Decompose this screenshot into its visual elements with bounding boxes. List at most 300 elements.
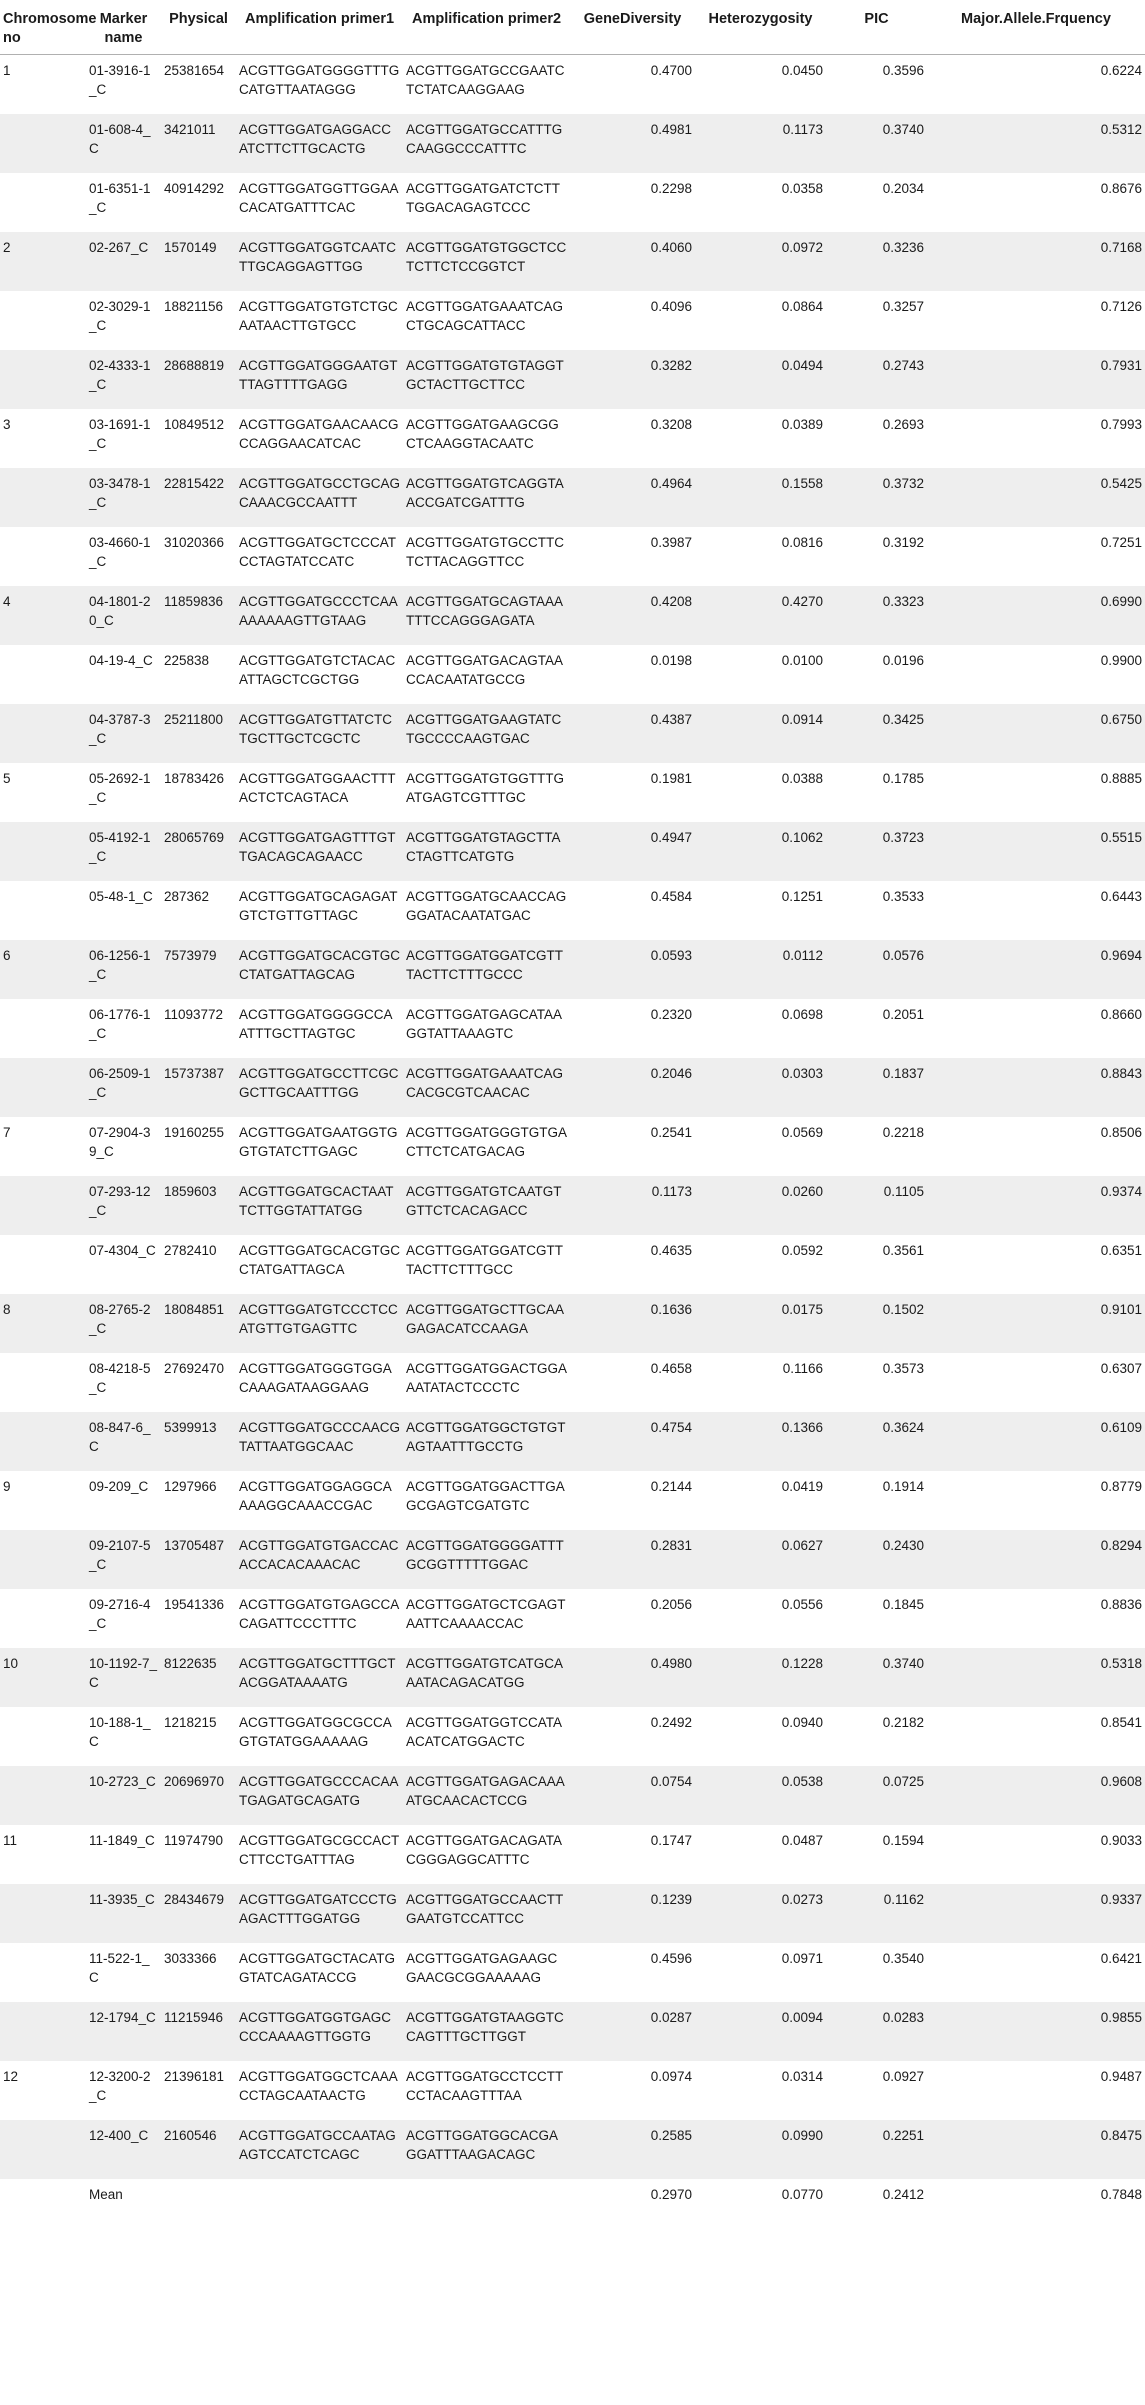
gene-diversity-cell: 0.0287: [570, 2002, 695, 2061]
summary-cell-chromosome: [0, 2179, 86, 2207]
pic-cell: 0.3425: [826, 704, 927, 763]
chromosome-cell: 2: [0, 232, 86, 291]
chromosome-cell: 1: [3, 63, 11, 78]
gene-diversity-cell: 0.3282: [570, 350, 695, 409]
physical-position-cell: 21396181: [164, 2068, 225, 2084]
marker-name-cell: 04-19-4_C: [89, 652, 153, 668]
table-row: [0, 1176, 1145, 1235]
pic-cell: 0.1162: [826, 1884, 927, 1943]
primer2-cell: ACGTTGGATGAAATCAGCTGCAGCATTACC: [406, 298, 564, 333]
gene-diversity-cell: 0.4060: [570, 232, 695, 291]
pic-cell: 0.3236: [826, 232, 927, 291]
chromosome-cell: [0, 468, 86, 527]
heterozygosity-cell: 0.0112: [695, 940, 826, 999]
table-row: [0, 645, 1145, 704]
physical-position-cell: 15737387: [161, 1058, 236, 1117]
table-row: [0, 2120, 1145, 2179]
heterozygosity-cell: 0.0494: [695, 350, 826, 409]
header-primer1: Amplification primer1: [236, 0, 403, 55]
pic-cell: 0.0725: [826, 1766, 927, 1825]
marker-name-cell: 05-2692-1_C: [89, 770, 151, 805]
table-row: [0, 1884, 1145, 1943]
physical-position-cell: 1570149: [161, 232, 236, 291]
primer2-cell: ACGTTGGATGGACTTGAGCGAGTCGATGTC: [406, 1478, 565, 1513]
primer2-cell: ACGTTGGATGGATCGTTTACTTCTTTGCCC: [403, 940, 570, 999]
primer2-cell: ACGTTGGATGTGCCTTCTCTTACAGGTTCC: [406, 534, 564, 569]
physical-position-cell: 11215946: [161, 2002, 236, 2061]
marker-name-cell: 09-209_C: [89, 1478, 149, 1494]
heterozygosity-cell: 0.0816: [781, 534, 823, 550]
major-allele-frequency-cell: 0.8294: [927, 1530, 1145, 1589]
primer2-cell: ACGTTGGATGTCAGGTAACCGATCGATTTG: [403, 468, 570, 527]
pic-cell: 0.2051: [882, 1006, 924, 1022]
header-major-allele-frequency: Major.Allele.Frquency: [927, 0, 1145, 55]
table-row: [0, 350, 1145, 409]
primer2-cell: ACGTTGGATGTCATGCAAATACAGACATGG: [403, 1648, 570, 1707]
heterozygosity-cell: 0.0273: [695, 1884, 826, 1943]
physical-position-cell: 28434679: [161, 1884, 236, 1943]
marker-name-cell: 05-4192-1_C: [86, 822, 161, 881]
summary-gene-diversity: 0.2970: [650, 2186, 692, 2202]
chromosome-cell: 4: [0, 586, 86, 645]
primer1-cell: ACGTTGGATGAGGACCATCTTCTTGCACTG: [236, 114, 403, 173]
pic-cell: 0.1105: [826, 1176, 927, 1235]
physical-position-cell: 27692470: [164, 1360, 225, 1376]
heterozygosity-cell: 0.0487: [781, 1832, 823, 1848]
pic-cell: 0.1914: [882, 1478, 924, 1494]
physical-position-cell: 19541336: [164, 1596, 225, 1612]
major-allele-frequency-cell: 0.5318: [927, 1648, 1145, 1707]
table-row: [0, 1058, 1145, 1117]
primer1-cell: ACGTTGGATGGGTGGACAAAGATAAGGAAG: [239, 1360, 392, 1395]
primer2-cell: ACGTTGGATGGTCCATAACATCATGGACTC: [406, 1714, 562, 1749]
physical-position-cell: 5399913: [161, 1412, 236, 1471]
header-pic: PIC: [826, 0, 927, 55]
major-allele-frequency-cell: 0.6421: [1100, 1950, 1142, 1966]
primer1-cell: ACGTTGGATGCCCTCAAAAAAAAGTTGTAAG: [236, 586, 403, 645]
primer2-cell: ACGTTGGATGTGGTTTGATGAGTCGTTTGC: [406, 770, 564, 805]
physical-position-cell: 1859603: [161, 1176, 236, 1235]
marker-name-cell: 03-3478-1_C: [86, 468, 161, 527]
marker-name-cell: 03-4660-1_C: [89, 534, 151, 569]
physical-position-cell: 31020366: [164, 534, 225, 550]
marker-name-cell: 08-847-6_C: [86, 1412, 161, 1471]
physical-position-cell: 13705487: [161, 1530, 236, 1589]
major-allele-frequency-cell: 0.9855: [927, 2002, 1145, 2061]
pic-cell: 0.2251: [826, 2120, 927, 2179]
primer2-cell: ACGTTGGATGAGACAAAATGCAACACTCCG: [403, 1766, 570, 1825]
physical-position-cell: 25381654: [164, 63, 225, 78]
marker-name-cell: 06-1256-1_C: [86, 940, 161, 999]
primer1-cell: ACGTTGGATGGTCAATCTTGCAGGAGTTGG: [236, 232, 403, 291]
gene-diversity-cell: 0.4658: [650, 1360, 692, 1376]
heterozygosity-cell: 0.0314: [781, 2068, 823, 2084]
marker-name-cell: 12-1794_C: [86, 2002, 161, 2061]
heterozygosity-cell: 0.0592: [781, 1242, 823, 1258]
pic-cell: 0.3323: [826, 586, 927, 645]
primer2-cell: ACGTTGGATGCTCGAGTAATTCAAAACCAC: [406, 1596, 566, 1631]
primer1-cell: ACGTTGGATGCTCCCATCCTAGTATCCATC: [239, 534, 396, 569]
marker-name-cell: 11-1849_C: [89, 1832, 155, 1848]
header-primer2: Amplification primer2: [403, 0, 570, 55]
table-row: [0, 527, 1145, 586]
heterozygosity-cell: 0.0556: [781, 1596, 823, 1612]
table-row: [0, 822, 1145, 881]
major-allele-frequency-cell: 0.8836: [1100, 1596, 1142, 1612]
table-row: [0, 114, 1145, 173]
chromosome-cell: 10: [0, 1648, 86, 1707]
gene-diversity-cell: 0.1173: [570, 1176, 695, 1235]
summary-label: Mean: [89, 2186, 123, 2202]
chromosome-cell: [0, 1353, 86, 1412]
primer1-cell: ACGTTGGATGAACAACGCCAGGAACATCAC: [239, 416, 399, 451]
pic-cell: 0.1594: [882, 1832, 924, 1848]
primer1-cell: ACGTTGGATGAGTTTGTTGACAGCAGAACC: [236, 822, 403, 881]
chromosome-cell: [0, 1412, 86, 1471]
primer2-cell: ACGTTGGATGGACTGGAAATATACTCCCTC: [406, 1360, 568, 1395]
physical-position-cell: 28688819: [161, 350, 236, 409]
pic-cell: 0.0927: [882, 2068, 924, 2084]
table-row: [0, 55, 1145, 114]
chromosome-cell: [0, 999, 86, 1058]
pic-cell: 0.0196: [882, 652, 924, 668]
pic-cell: 0.3596: [882, 63, 924, 78]
gene-diversity-cell: 0.4635: [650, 1242, 692, 1258]
major-allele-frequency-cell: 0.9033: [1100, 1832, 1142, 1848]
heterozygosity-cell: 0.1251: [781, 888, 823, 904]
summary-cell-primer2: [403, 2179, 570, 2207]
gene-diversity-cell: 0.0593: [570, 940, 695, 999]
marker-name-cell: 04-3787-3_C: [86, 704, 161, 763]
table-row: [0, 1766, 1145, 1825]
primer1-cell: ACGTTGGATGCGCCACTCTTCCTGATTTAG: [239, 1832, 400, 1867]
heterozygosity-cell: 0.0627: [695, 1530, 826, 1589]
physical-position-cell: 11974790: [164, 1832, 224, 1848]
primer2-cell: ACGTTGGATGACAGATACGGGAGGCATTTC: [406, 1832, 563, 1867]
table-header: [0, 0, 1145, 55]
gene-diversity-cell: 0.3208: [650, 416, 692, 432]
table-summary: [0, 2179, 1145, 2207]
gene-diversity-cell: 0.2046: [570, 1058, 695, 1117]
gene-diversity-cell: 0.4947: [570, 822, 695, 881]
gene-diversity-cell: 0.4096: [650, 298, 692, 314]
pic-cell: 0.3192: [882, 534, 924, 550]
table-row: [0, 1117, 1145, 1176]
chromosome-cell: 7: [3, 1124, 11, 1140]
pic-cell: 0.3624: [826, 1412, 927, 1471]
summary-row: [0, 2179, 1145, 2207]
chromosome-cell: [0, 1884, 86, 1943]
header-marker-name: Marker name: [86, 0, 161, 55]
gene-diversity-cell: 0.1239: [570, 1884, 695, 1943]
major-allele-frequency-cell: 0.9608: [927, 1766, 1145, 1825]
physical-position-cell: 40914292: [164, 180, 225, 196]
major-allele-frequency-cell: 0.8779: [1100, 1478, 1142, 1494]
primer2-cell: ACGTTGGATGTAAGGTCCAGTTTGCTTGGT: [403, 2002, 570, 2061]
major-allele-frequency-cell: 0.8660: [1100, 1006, 1142, 1022]
heterozygosity-cell: 0.0450: [781, 63, 823, 78]
physical-position-cell: 22815422: [161, 468, 236, 527]
physical-position-cell: 18783426: [164, 770, 225, 786]
heterozygosity-cell: 0.0940: [781, 1714, 823, 1730]
heterozygosity-cell: 0.0864: [781, 298, 823, 314]
chromosome-cell: [0, 645, 86, 704]
primer2-cell: ACGTTGGATGCCAACTTGAATGTCCATTCC: [403, 1884, 570, 1943]
gene-diversity-cell: 0.4596: [650, 1950, 692, 1966]
major-allele-frequency-cell: 0.7931: [927, 350, 1145, 409]
primer2-cell: ACGTTGGATGGATCGTTTACTTCTTTGCC: [406, 1242, 563, 1277]
physical-position-cell: 2782410: [164, 1242, 217, 1258]
marker-name-cell: 10-188-1_C: [89, 1714, 151, 1749]
primer1-cell: ACGTTGGATGTCCCTCCATGTTGTGAGTTC: [236, 1294, 403, 1353]
primer1-cell: ACGTTGGATGCCTTCGCGCTTGCAATTTGG: [236, 1058, 403, 1117]
primer2-cell: ACGTTGGATGGCTGTGTAGTAATTTGCCTG: [403, 1412, 570, 1471]
chromosome-cell: [0, 2002, 86, 2061]
primer1-cell: ACGTTGGATGCCAATAGAGTCCATCTCAGC: [236, 2120, 403, 2179]
physical-position-cell: 1297966: [164, 1478, 217, 1494]
primer1-cell: ACGTTGGATGGAACTTTACTCTCAGTACA: [239, 770, 396, 805]
major-allele-frequency-cell: 0.6351: [1100, 1242, 1142, 1258]
heterozygosity-cell: 0.0698: [781, 1006, 823, 1022]
marker-name-cell: 02-4333-1_C: [86, 350, 161, 409]
pic-cell: 0.3540: [882, 1950, 924, 1966]
chromosome-cell: [0, 1766, 86, 1825]
physical-position-cell: 11859836: [161, 586, 236, 645]
gene-diversity-cell: 0.1981: [650, 770, 692, 786]
major-allele-frequency-cell: 0.5515: [927, 822, 1145, 881]
heterozygosity-cell: 0.0419: [781, 1478, 823, 1494]
pic-cell: 0.2218: [882, 1124, 924, 1140]
major-allele-frequency-cell: 0.9900: [1100, 652, 1142, 668]
gene-diversity-cell: 0.0754: [570, 1766, 695, 1825]
chromosome-cell: 9: [3, 1478, 11, 1494]
physical-position-cell: 1218215: [164, 1714, 217, 1730]
chromosome-cell: 12: [3, 2068, 19, 2084]
heterozygosity-cell: 0.1062: [695, 822, 826, 881]
physical-position-cell: 8122635: [161, 1648, 236, 1707]
summary-pic: 0.2412: [882, 2186, 924, 2202]
primer2-cell: ACGTTGGATGTGGCTCCTCTTCTCCGGTCT: [403, 232, 570, 291]
table-row: [0, 2061, 1145, 2120]
primer2-cell: ACGTTGGATGGGTGTGACTTCTCATGACAG: [406, 1124, 567, 1159]
primer2-cell: ACGTTGGATGTGTAGGTGCTACTTGCTTCC: [403, 350, 570, 409]
chromosome-cell: [0, 1707, 86, 1766]
summary-major-allele-frequency: 0.7848: [1100, 2186, 1142, 2202]
chromosome-cell: [0, 1530, 86, 1589]
primer1-cell: ACGTTGGATGCCCAACGTATTAATGGCAAC: [236, 1412, 403, 1471]
header-physical: Physical: [161, 0, 236, 55]
physical-position-cell: 2160546: [161, 2120, 236, 2179]
marker-name-cell: 05-48-1_C: [89, 888, 153, 904]
primer2-cell: ACGTTGGATGCAACCAGGGATACAATATGAC: [406, 888, 567, 923]
primer2-cell: ACGTTGGATGTCAATGTGTTCTCACAGACC: [403, 1176, 570, 1235]
table-row: [0, 881, 1145, 940]
physical-position-cell: 225838: [164, 652, 210, 668]
primer2-cell: ACGTTGGATGAAATCAGCACGCGTCAACAC: [403, 1058, 570, 1117]
major-allele-frequency-cell: 0.8843: [927, 1058, 1145, 1117]
chromosome-cell: 6: [0, 940, 86, 999]
marker-name-cell: 08-2765-2_C: [86, 1294, 161, 1353]
primer1-cell: ACGTTGGATGCACGTGCCTATGATTAGCAG: [236, 940, 403, 999]
primer1-cell: ACGTTGGATGGCTCAAACCTAGCAATAACTG: [239, 2068, 398, 2103]
gene-diversity-cell: 0.4700: [650, 63, 692, 78]
heterozygosity-cell: 0.0260: [695, 1176, 826, 1235]
pic-cell: 0.2743: [826, 350, 927, 409]
chromosome-cell: 5: [3, 770, 11, 786]
header-heterozygosity: Heterozygosity: [695, 0, 826, 55]
major-allele-frequency-cell: 0.7251: [1100, 534, 1142, 550]
marker-name-cell: 06-1776-1_C: [89, 1006, 151, 1041]
major-allele-frequency-cell: 0.6224: [1100, 63, 1142, 78]
major-allele-frequency-cell: 0.5425: [927, 468, 1145, 527]
physical-position-cell: 19160255: [164, 1124, 225, 1140]
pic-cell: 0.3740: [826, 114, 927, 173]
gene-diversity-cell: 0.2056: [650, 1596, 692, 1612]
primer2-cell: ACGTTGGATGAGCATAAGGTATTAAAGTC: [406, 1006, 563, 1041]
chromosome-cell: [0, 822, 86, 881]
gene-diversity-cell: 0.1747: [650, 1832, 692, 1848]
major-allele-frequency-cell: 0.8475: [927, 2120, 1145, 2179]
primer2-cell: ACGTTGGATGCTTGCAAGAGACATCCAAGA: [403, 1294, 570, 1353]
major-allele-frequency-cell: 0.6109: [927, 1412, 1145, 1471]
table-row: [0, 468, 1145, 527]
chromosome-cell: [0, 704, 86, 763]
primer1-cell: ACGTTGGATGCAGAGATGTCTGTTGTTAGC: [239, 888, 398, 923]
gene-diversity-cell: 0.2541: [650, 1124, 692, 1140]
gene-diversity-cell: 0.3987: [650, 534, 692, 550]
heterozygosity-cell: 0.0990: [695, 2120, 826, 2179]
table-row: [0, 1235, 1145, 1294]
table-row: [0, 291, 1145, 350]
marker-name-cell: 02-3029-1_C: [89, 298, 151, 333]
chromosome-cell: [0, 881, 86, 940]
primer1-cell: ACGTTGGATGCTTTGCTACGGATAAAATG: [236, 1648, 403, 1707]
major-allele-frequency-cell: 0.6307: [1100, 1360, 1142, 1376]
chromosome-cell: [0, 1235, 86, 1294]
table-row: [0, 1294, 1145, 1353]
table-row: [0, 999, 1145, 1058]
pic-cell: 0.2430: [826, 1530, 927, 1589]
chromosome-cell: [0, 1589, 86, 1648]
primer1-cell: ACGTTGGATGTTATCTCTGCTTGCTCGCTC: [236, 704, 403, 763]
marker-name-cell: 12-3200-2_C: [89, 2068, 151, 2103]
major-allele-frequency-cell: 0.9337: [927, 1884, 1145, 1943]
pic-cell: 0.3573: [882, 1360, 924, 1376]
marker-name-cell: 07-293-12_C: [86, 1176, 161, 1235]
chromosome-cell: [0, 291, 86, 350]
heterozygosity-cell: 0.0358: [781, 180, 823, 196]
marker-name-cell: 07-2904-39_C: [89, 1124, 151, 1159]
major-allele-frequency-cell: 0.7168: [927, 232, 1145, 291]
primer1-cell: ACGTTGGATGTCTACACATTAGCTCGCTGG: [239, 652, 396, 687]
major-allele-frequency-cell: 0.9374: [927, 1176, 1145, 1235]
heterozygosity-cell: 0.0303: [695, 1058, 826, 1117]
heterozygosity-cell: 0.1558: [695, 468, 826, 527]
chromosome-cell: [0, 2120, 86, 2179]
major-allele-frequency-cell: 0.6990: [927, 586, 1145, 645]
major-allele-frequency-cell: 0.6443: [1100, 888, 1142, 904]
pic-cell: 0.1502: [826, 1294, 927, 1353]
table-body: [0, 55, 1145, 2179]
header-gene-diversity: GeneDiversity: [570, 0, 695, 55]
major-allele-frequency-cell: 0.9487: [1100, 2068, 1142, 2084]
table-row: [0, 1471, 1145, 1530]
table-row: [0, 173, 1145, 232]
physical-position-cell: 18821156: [164, 298, 224, 314]
pic-cell: 0.1837: [826, 1058, 927, 1117]
primer1-cell: ACGTTGGATGGTGAGCCCCAAAAGTTGGTG: [236, 2002, 403, 2061]
heterozygosity-cell: 0.0388: [781, 770, 823, 786]
header-chromosome: Chromosome no: [0, 0, 86, 55]
chromosome-cell: [0, 1058, 86, 1117]
primer1-cell: ACGTTGGATGGCGCCAGTGTATGGAAAAAG: [239, 1714, 392, 1749]
gene-diversity-cell: 0.2585: [570, 2120, 695, 2179]
table-row: [0, 1589, 1145, 1648]
chromosome-cell: [0, 1176, 86, 1235]
marker-name-cell: 07-4304_C: [89, 1242, 156, 1258]
table-row: [0, 940, 1145, 999]
chromosome-cell: 3: [3, 416, 11, 432]
primer1-cell: ACGTTGGATGGTTGGAACACATGATTTCAC: [239, 180, 399, 215]
major-allele-frequency-cell: 0.7126: [1100, 298, 1142, 314]
primer2-cell: ACGTTGGATGCCTCCTTCCTACAAGTTTAA: [406, 2068, 564, 2103]
pic-cell: 0.2693: [882, 416, 924, 432]
physical-position-cell: 7573979: [161, 940, 236, 999]
marker-name-cell: 09-2107-5_C: [86, 1530, 161, 1589]
primer2-cell: ACGTTGGATGAAGTATCTGCCCCAAGTGAC: [403, 704, 570, 763]
major-allele-frequency-cell: 0.5312: [927, 114, 1145, 173]
table-row: [0, 704, 1145, 763]
heterozygosity-cell: 0.0972: [695, 232, 826, 291]
table-row: [0, 1648, 1145, 1707]
heterozygosity-cell: 0.1366: [695, 1412, 826, 1471]
physical-position-cell: 10849512: [164, 416, 225, 432]
heterozygosity-cell: 0.4270: [695, 586, 826, 645]
primer1-cell: ACGTTGGATGTGACCACACCACACAAACAC: [236, 1530, 403, 1589]
marker-name-cell: 08-4218-5_C: [89, 1360, 151, 1395]
major-allele-frequency-cell: 0.8885: [1100, 770, 1142, 786]
summary-cell-physical: [161, 2179, 236, 2207]
pic-cell: 0.3732: [826, 468, 927, 527]
chromosome-cell: 8: [0, 1294, 86, 1353]
physical-position-cell: 287362: [164, 888, 210, 904]
pic-cell: 0.2034: [882, 180, 924, 196]
pic-cell: 0.0576: [826, 940, 927, 999]
primer2-cell: ACGTTGGATGTAGCTTACTAGTTCATGTG: [403, 822, 570, 881]
marker-name-cell: 01-6351-1_C: [89, 180, 151, 215]
marker-name-cell: 09-2716-4_C: [89, 1596, 151, 1631]
marker-name-cell: 10-2723_C: [86, 1766, 161, 1825]
table-row: [0, 1412, 1145, 1471]
gene-diversity-cell: 0.4584: [650, 888, 692, 904]
heterozygosity-cell: 0.0100: [781, 652, 823, 668]
table-row: [0, 1943, 1145, 2002]
major-allele-frequency-cell: 0.8541: [1100, 1714, 1142, 1730]
gene-diversity-cell: 0.2144: [650, 1478, 692, 1494]
primer1-cell: ACGTTGGATGCCCACAATGAGATGCAGATG: [236, 1766, 403, 1825]
summary-heterozygosity: 0.0770: [781, 2186, 823, 2202]
physical-position-cell: 3033366: [164, 1950, 217, 1966]
pic-cell: 0.3740: [826, 1648, 927, 1707]
major-allele-frequency-cell: 0.7993: [1100, 416, 1142, 432]
major-allele-frequency-cell: 0.8506: [1100, 1124, 1142, 1140]
gene-diversity-cell: 0.0974: [650, 2068, 692, 2084]
gene-diversity-cell: 0.4981: [570, 114, 695, 173]
physical-position-cell: 25211800: [161, 704, 236, 763]
heterozygosity-cell: 0.1228: [695, 1648, 826, 1707]
gene-diversity-cell: 0.0198: [650, 652, 692, 668]
marker-name-cell: 01-608-4_C: [86, 114, 161, 173]
